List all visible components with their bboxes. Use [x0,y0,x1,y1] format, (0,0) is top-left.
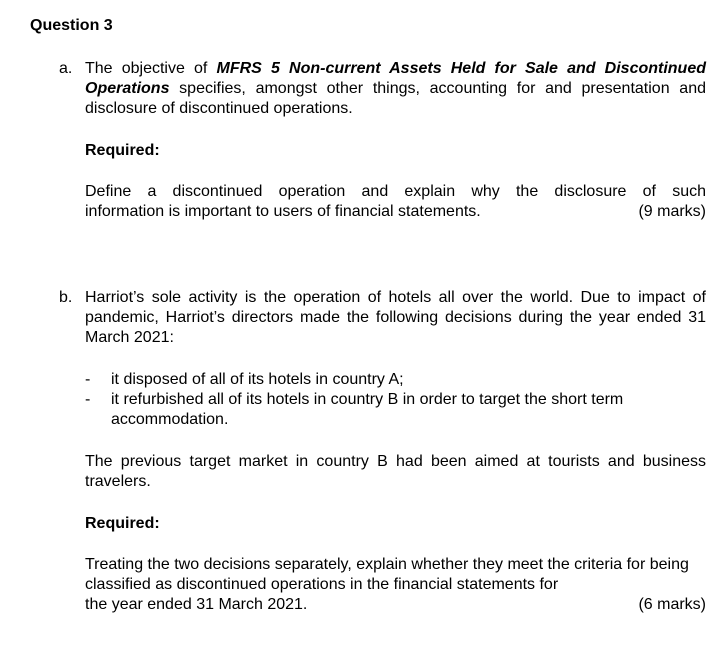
part-a-intro-lead: The objective of [85,60,217,77]
part-a-marker: a. [59,60,73,77]
part-b-required-label: Required: [85,515,160,532]
decision-text-1: it disposed of all of its hotels in country A; [111,371,404,388]
part-b-marks: (6 marks) [638,596,706,613]
part-b-intro: Harriot’s sole activity is the operation of hotels all over the world. Due to impact of pandemic, Harriot’s directors made the following decisions during the year ended 31 March 2021: [85,289,706,346]
part-b-marker: b. [59,289,73,306]
part-a-task-line1: Define a discontinued operation and explain why the disclosure of such [85,183,706,200]
bullet-dash: - [85,391,91,408]
part-a-intro [85,59,706,119]
part-a-intro-tail: specifies, amongst other things, accounting for and presentation and disclosure of discontinued operations. [85,80,706,117]
part-b-task-row [85,595,706,615]
standard-name: MFRS 5 Non-current Assets Held for Sale and Discontinued Operations [85,60,707,97]
part-b-task [85,555,706,615]
part-a-task-line2: information is important to users of financial statements. [85,203,481,220]
question-title: Question 3 [30,17,113,34]
previous-market-text: The previous target market in country B had been aimed at tourists and business travelers. [85,453,706,490]
part-a-marks: (9 marks) [638,203,706,220]
part-a-task [85,182,706,222]
part-b [59,288,708,615]
decision-list [85,370,706,430]
part-b-task-line1: Treating the two decisions separately, explain whether they meet the criteria for being classified as discontinued operations in the financial statements for [85,556,689,593]
bullet-dash: - [85,371,91,388]
part-a-task-row [85,202,706,222]
decision-item-2 [85,390,706,430]
part-b-task-line2: the year ended 31 March 2021. [85,596,308,613]
part-a-required-label: Required: [85,142,160,159]
decision-item-1 [85,370,706,390]
part-a [59,59,708,222]
decision-text-2: it refurbished all of its hotels in country B in order to target the short term accommodation. [111,391,624,428]
